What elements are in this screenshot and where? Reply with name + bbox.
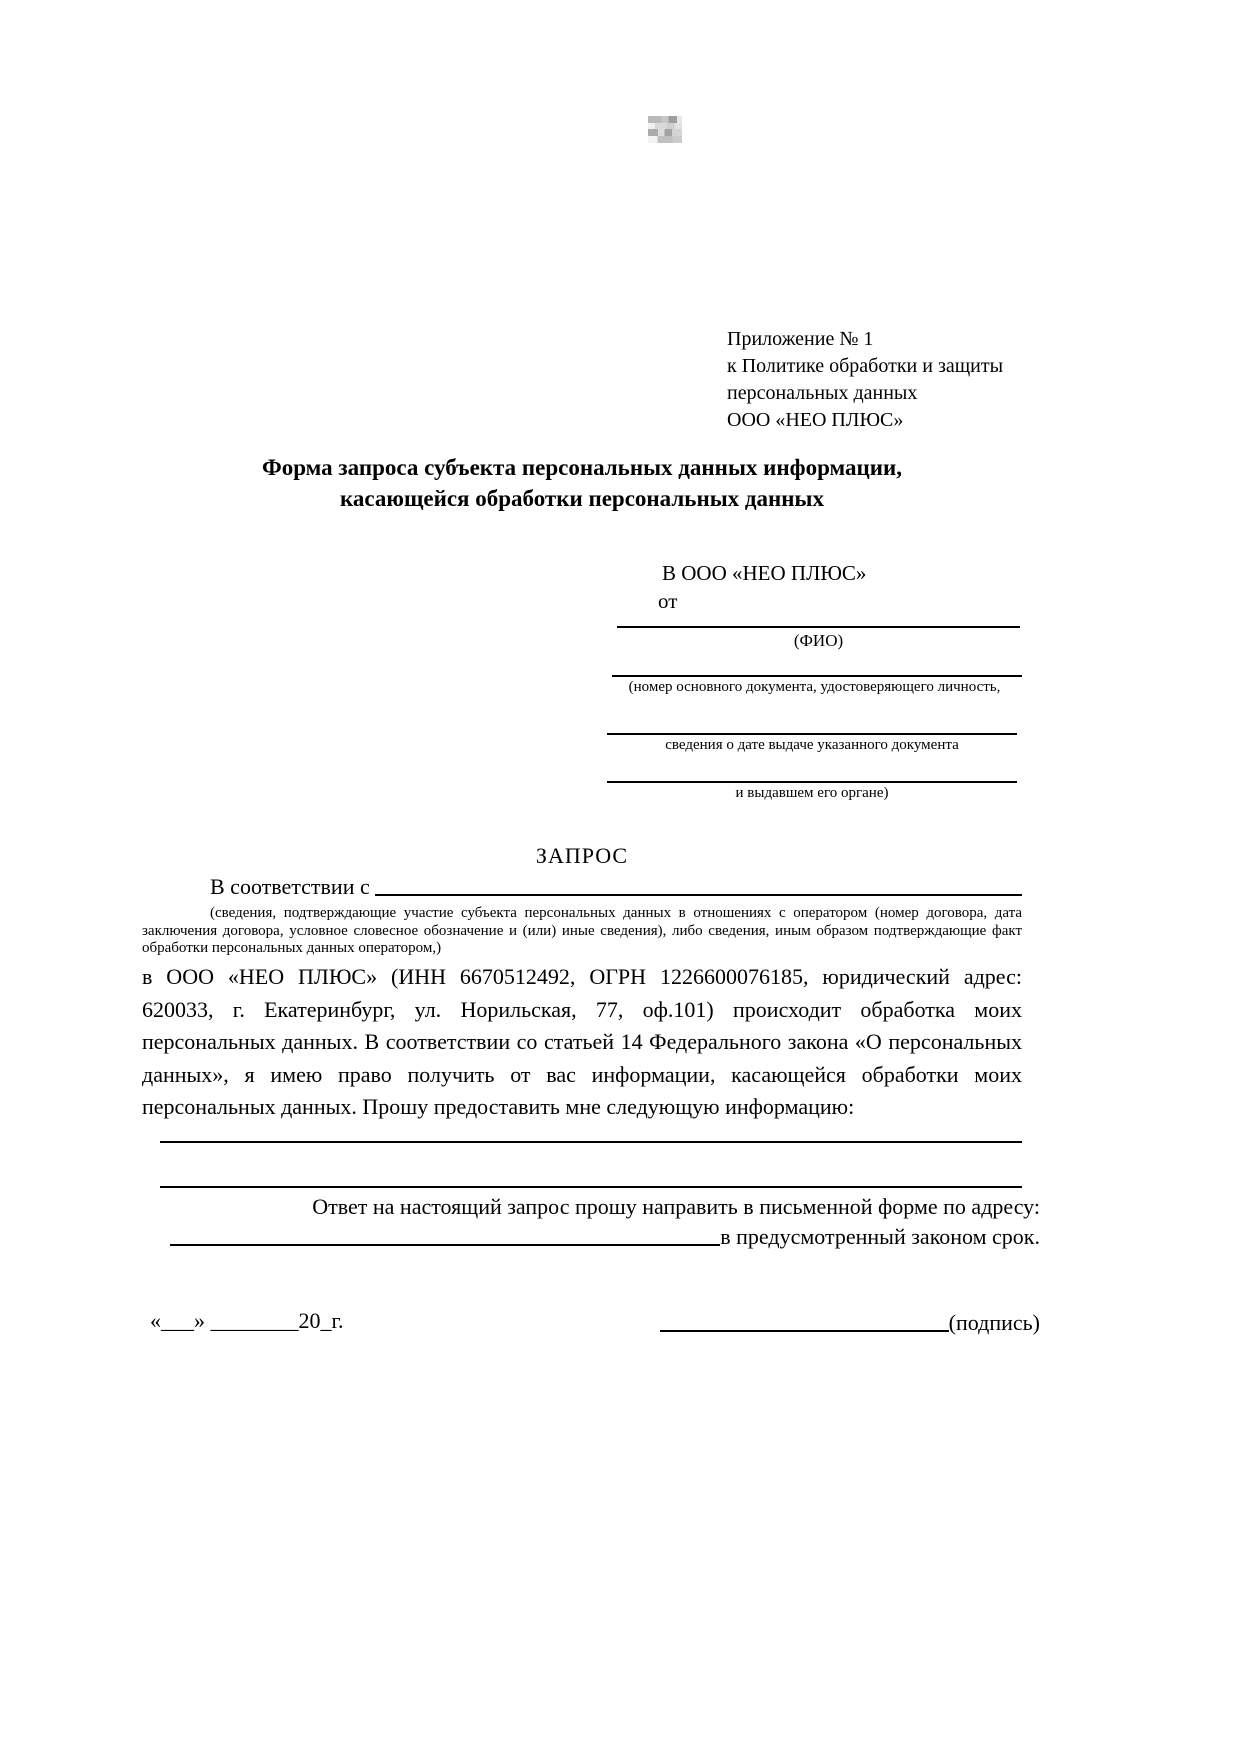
form-title-line-2: касающейся обработки персональных данных <box>339 486 825 511</box>
form-title-line-1: Форма запроса субъекта персональных данных информации, <box>261 455 903 480</box>
address-blank-line <box>170 1244 720 1246</box>
embedded-thumbnail-image <box>648 116 682 143</box>
intro-line <box>142 872 1022 900</box>
document-number-blank-line <box>612 675 1022 677</box>
document-number-caption: (номер основного документа, удостоверяющего личность, <box>628 679 1001 695</box>
appendix-block <box>727 326 1003 434</box>
reply-suffix: в предусмотренный законом срок. <box>720 1224 1040 1249</box>
information-blank-line-1 <box>160 1141 1022 1143</box>
intro-footnote: (сведения, подтверждающие участие субъекта персональных данных в отношениях с оператором (номер договора, дата заключения договора, условное словесное обозначение и (или) иные сведения), либо сведения, иным образом подтверждающие факт обработки персональных данных оператором,) <box>142 905 1022 956</box>
addressee-from-label: от <box>658 589 678 613</box>
request-body: в ООО «НЕО ПЛЮС» (ИНН 6670512492, ОГРН 1226600076185, юридический адрес: 620033, г. Екатеринбург, ул. Норильская, 77, оф.101) происходит обработка моих персональных данных. В соответствии со статьей 14 Федерального закона «О персональных данных», я имею право получить от вас информации, касающейся обработки моих персональных данных. Прошу предоставить мне следующую информацию: <box>142 964 1022 1119</box>
signature-blank-line <box>660 1330 949 1332</box>
appendix-line-3: персональных данных <box>727 382 918 404</box>
issuing-authority-blank-line <box>607 781 1017 783</box>
thumbnail-stripe <box>648 136 682 143</box>
form-title <box>142 452 1022 514</box>
request-heading: ЗАПРОС <box>535 843 629 868</box>
intro-blank-line <box>375 894 1022 896</box>
issue-date-blank-line <box>607 733 1017 735</box>
reply-instruction: Ответ на настоящий запрос прошу направить в письменной форме по адресу: <box>312 1194 1040 1219</box>
appendix-line-1: Приложение № 1 <box>727 328 874 350</box>
intro-prefix: В соответствии с <box>210 874 376 899</box>
fio-caption: (ФИО) <box>793 631 844 650</box>
thumbnail-stripe <box>648 129 682 136</box>
appendix-line-4: ООО «НЕО ПЛЮС» <box>727 409 904 431</box>
addressee-to: В ООО «НЕО ПЛЮС» <box>662 561 867 585</box>
issuing-authority-caption: и выдавшем его органе) <box>735 785 889 801</box>
signature-line <box>660 1306 1040 1336</box>
issue-date-caption: сведения о дате выдаче указанного документа <box>665 737 959 753</box>
thumbnail-stripe <box>648 116 682 123</box>
signature-caption: (подпись) <box>948 1310 1040 1335</box>
fio-blank-line <box>617 626 1020 628</box>
reply-address-line <box>170 1220 1040 1250</box>
information-blank-line-2 <box>160 1186 1022 1188</box>
date-fill-line: «___» ________20_г. <box>150 1308 344 1333</box>
appendix-line-2: к Политике обработки и защиты <box>727 355 1004 377</box>
